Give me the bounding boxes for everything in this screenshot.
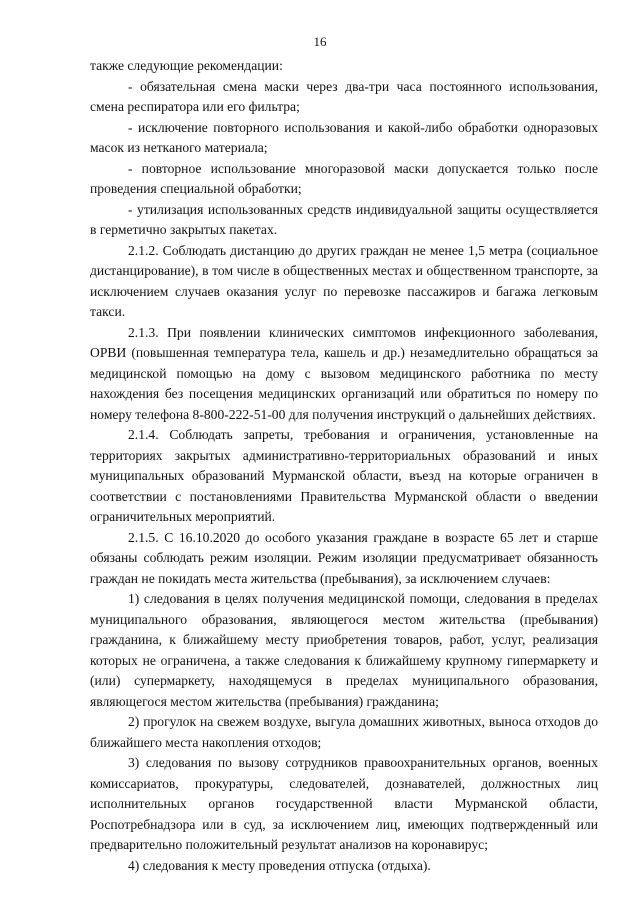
recommendation-item-disposal: - утилизация использованных средств индивидуальной защиты осуществляется в герметично закрытых пакетах.	[90, 201, 598, 237]
exception-item-3: 3) следования по вызову сотрудников правоохранительных органов, военных комиссариатов, прокуратуры, следователей, дознавателей, должностных лиц исполнительных органов государственной власти Мурманской области, Роспотребнадзора или в суд, за исключением лиц, имеющих подтвержденный или предварительно положительный результат анализов на коронавирус;	[90, 755, 598, 852]
clause-2-1-5: 2.1.5. С 16.10.2020 до особого указания граждане в возрасте 65 лет и старше обязаны соблюдать режим изоляции. Режим изоляции предусматривает обязанность граждан не покидать места жительства (пребывания), за исключением случаев:	[90, 529, 598, 586]
page-number: 16	[313, 34, 327, 49]
clause-2-1-4: 2.1.4. Соблюдать запреты, требования и ограничения, установленные на территориях закрытых административно-территориальных образований и иных муниципальных образований Мурманской области, въезд на которые ограничен в соответствии с постановлениями Правительства Мурманской области о введении ограничительных мероприятий.	[90, 427, 598, 524]
document-body	[90, 56, 598, 876]
intro-line: также следующие рекомендации:	[90, 58, 283, 73]
clause-2-1-3: 2.1.3. При появлении клинических симптомов инфекционного заболевания, ОРВИ (повышенная температура тела, кашель и др.) незамедлительно обращаться за медицинской помощью на дому с вызовом медицинского работника по месту нахождения без посещения медицинских организаций или обратиться по номеру по номеру телефона 8-800-222-51-00 для получения инструкций о дальнейших действиях.	[90, 324, 598, 422]
recommendation-item-reusable-mask: - повторное использование многоразовой маски допускается только после проведения специальной обработки;	[90, 160, 598, 196]
exception-item-1: 1) следования в целях получения медицинской помощи, следования в пределах муниципального образования, являющегося местом жительства (пребывания) гражданина, к ближайшему месту приобретения товаров, работ, услуг, реализация которых не ограничена, а также следования к ближайшему крупному гипермаркету и (или) супермаркету, находящемуся в пределах муниципального образования, являющегося местом жительства (пребывания) гражданина;	[90, 591, 598, 709]
recommendation-item-no-reuse: - исключение повторного использования и какой-либо обработки одноразовых масок из нетканого материала;	[90, 119, 598, 155]
clause-2-1-2: 2.1.2. Соблюдать дистанцию до других граждан не менее 1,5 метра (социальное дистанцирование), в том числе в общественных местах и общественном транспорте, за исключением случаев оказания услуг по перевозке пассажиров и багажа легковым такси.	[90, 242, 598, 319]
exception-item-4: 4) следования к месту проведения отпуска (отдыха).	[128, 857, 431, 873]
recommendation-item-mask-change: - обязательная смена маски через два-три часа постоянного использования, смена респиратора или его фильтра;	[90, 78, 598, 114]
exception-item-2: 2) прогулок на свежем воздухе, выгула домашних животных, выноса отходов до ближайшего места накопления отходов;	[90, 714, 598, 750]
